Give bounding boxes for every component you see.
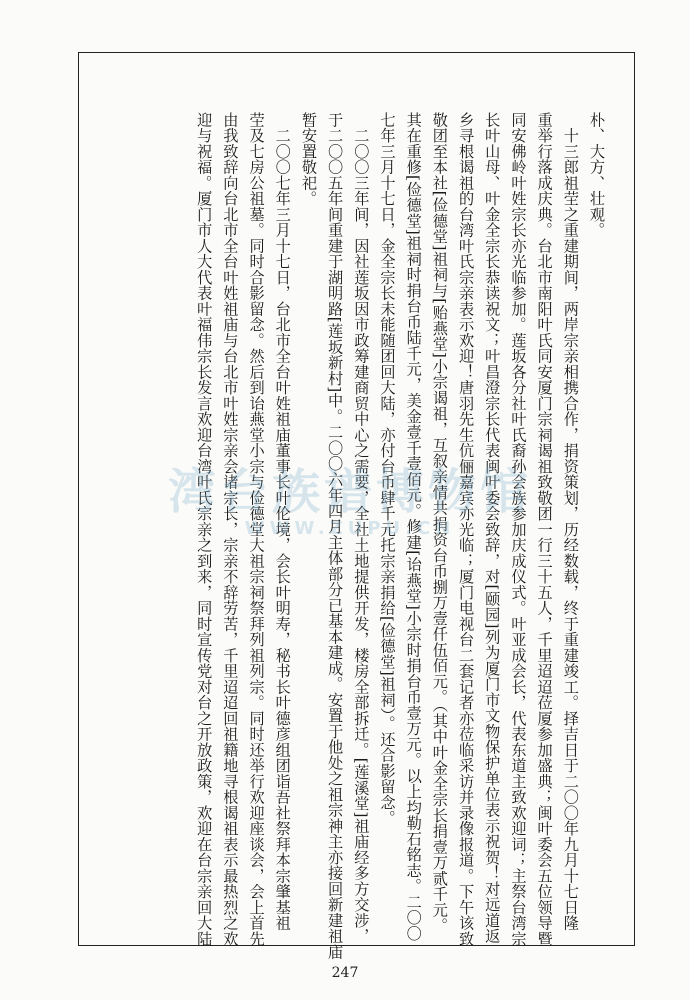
watermark-main-text: 湾台族谱博物馆 bbox=[167, 464, 532, 520]
text-column-11: 于二〇〇五年间重建于湖明路[莲坂新村]中。二〇〇六年四月主体部分已基本建成。安置于他处之祖宗神主亦接回新建祖庙 bbox=[326, 112, 345, 960]
text-column-10: 二〇〇三年间，因社莲坂因市政筹建商贸中心之需要，全社土地提供开发，楼房全部拆迁。[莲溪堂]祖庙经多方交涉， bbox=[352, 112, 371, 944]
text-column-1: 朴、大方、壮观。 bbox=[588, 112, 606, 238]
text-column-4: 同安佛岭叶姓宗长亦光临参加。莲坂各分社叶氏裔孙会族参加庆成仪式。叶亚成会长，代表东道主致欢迎词；主祭台湾宗 bbox=[509, 112, 528, 947]
text-column-2: 十三郎祖茔之重建期间，两岸宗亲相携合作，捐资策划，历经数载，终于重建竣工。择吉日于二〇〇年九月十七日隆 bbox=[561, 112, 580, 931]
text-column-5: 长叶山母、叶金全宗长恭读祝文；叶昌澄宗长代表闽叶委会致辞，对[颐园]列为厦门市文物保护单位表示祝贺！对远道返 bbox=[483, 112, 502, 944]
text-column-8: 其在重修[俭德堂]祖祠时捐台币陆千元，美金壹千壹佰元。修建[诒燕堂]小宗时捐台币壹万元。以上均勒石铭志。二〇〇 bbox=[404, 112, 423, 942]
text-column-6: 乡寻根谒祖的台湾叶氏宗亲表示欢迎！唐羽先生伉俪嘉宾亦光临；厦门电视台二套记者亦莅临采访并录像报道。下午该致 bbox=[457, 112, 476, 947]
text-column-7: 敬团至本社[俭德堂]祖祠与[贻燕堂]小宗谒祖，互叙亲情共捐资台币捌万壹仟伍佰元。（其中叶金全宗长捐壹万贰千元。 bbox=[430, 112, 449, 934]
vertical-text-body bbox=[193, 112, 608, 960]
page-number: 247 bbox=[331, 965, 359, 981]
text-column-9: 七年三月十七日，金全宗长未能随团回大陆，亦付台币肆千元托宗亲捐给[俭德堂]祖祠）。还合影留念。 bbox=[378, 112, 397, 827]
text-column-13: 二〇〇七年三月十七日，台北市全台叶姓祖庙董事长叶伦境，会长叶明寿，秘书长叶德彦组团诣吾社祭拜本宗肇基祖 bbox=[273, 112, 292, 931]
text-column-3: 重举行落成庆典。台北市南阳叶氏同安厦门宗祠谒祖致敬团一行三十五人，千里迢迢莅厦参加盛典；闽叶委会五位领导暨 bbox=[535, 112, 554, 947]
text-column-14: 茔及七房公祖墓。同时合影留念。然后到诒燕堂小宗与俭德堂大祖宗祠祭拜列祖列宗。同时还举行欢迎座谈会，会上首先 bbox=[247, 112, 266, 947]
text-column-12: 暂安置敬祀。 bbox=[299, 112, 318, 207]
text-column-16: 迎与祝福。厦门市人大代表叶福伟宗长发言欢迎台湾叶氏宗亲之到来，同时宣传党对台之开放政策，欢迎在台宗亲回大陆 bbox=[195, 112, 214, 947]
text-column-15: 由我致辞向台北市全台叶姓祖庙与台北市叶姓宗亲会诸宗长，宗亲不辞劳苦，千里迢迢回祖籍地寻根谒祖表示最热烈之欢 bbox=[221, 112, 240, 947]
watermark-url-text: WWW.ZUPU.CN bbox=[244, 518, 456, 539]
